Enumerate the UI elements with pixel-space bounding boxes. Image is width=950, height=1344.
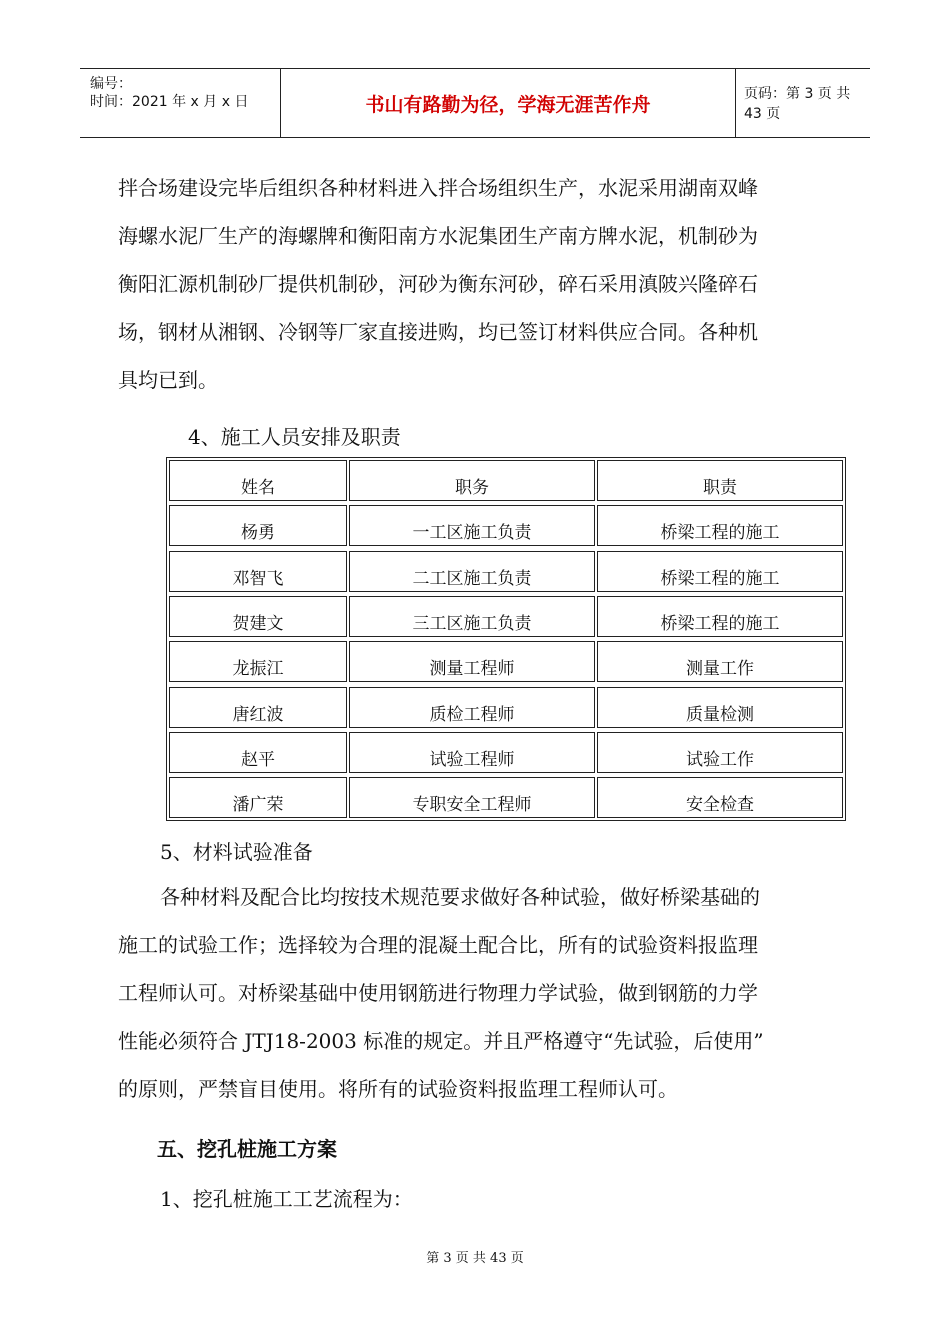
header-page-cell [736, 69, 870, 137]
header-meta-cell [80, 69, 280, 137]
cell-name: 邓智飞 [169, 551, 347, 592]
paragraph-line: 性能必须符合 JTJ18-2003 标准的规定。并且严格遵守“先试验，后使用” [118, 1029, 764, 1053]
document-time-label: 时间：2021 年 x 月 x 日 [90, 94, 249, 110]
cell-position: 专职安全工程师 [349, 777, 595, 818]
page-header [80, 68, 870, 138]
section-5-title: 5、材料试验准备 [160, 840, 313, 864]
table-row [167, 639, 845, 684]
cell-duty: 试验工作 [597, 732, 843, 773]
cell-duty: 桥梁工程的施工 [597, 596, 843, 637]
document-number-label: 编号： [90, 76, 132, 92]
page-footer: 第 3 页 共 43 页 [426, 1251, 524, 1266]
header-cell-name: 姓名 [169, 460, 347, 501]
cell-position: 质检工程师 [349, 687, 595, 728]
cell-position: 一工区施工负责 [349, 505, 595, 546]
cell-name: 唐红波 [169, 687, 347, 728]
testing-paragraph [118, 873, 853, 1113]
cell-name: 赵平 [169, 732, 347, 773]
paragraph-line: 工程师认可。对桥梁基础中使用钢筋进行物理力学试验，做到钢筋的力学 [118, 981, 758, 1005]
table-row [167, 503, 845, 548]
table-row [167, 685, 845, 730]
header-motto-cell [280, 69, 736, 137]
paragraph-line: 场，钢材从湘钢、冷钢等厂家直接进购，均已签订材料供应合同。各种机 [118, 320, 758, 344]
materials-paragraph [118, 164, 853, 404]
cell-name: 龙振江 [169, 641, 347, 682]
cell-duty: 测量工作 [597, 641, 843, 682]
table-row [167, 594, 845, 639]
paragraph-line: 施工的试验工作；选择较为合理的混凝土配合比，所有的试验资料报监理 [118, 933, 758, 957]
paragraph-line: 的原则，严禁盲目使用。将所有的试验资料报监理工程师认可。 [118, 1077, 678, 1101]
paragraph-line: 拌合场建设完毕后组织各种材料进入拌合场组织生产，水泥采用湖南双峰 [118, 176, 758, 200]
cell-name: 潘广荣 [169, 777, 347, 818]
paragraph-line: 衡阳汇源机制砂厂提供机制砂，河砂为衡东河砂，碎石采用滇陂兴隆碎石 [118, 272, 758, 296]
cell-position: 试验工程师 [349, 732, 595, 773]
cell-name: 贺建文 [169, 596, 347, 637]
subsection-1-title: 1、挖孔桩施工工艺流程为： [160, 1187, 413, 1211]
cell-duty: 桥梁工程的施工 [597, 505, 843, 546]
cell-position: 二工区施工负责 [349, 551, 595, 592]
section-4-title: 4、施工人员安排及职责 [188, 425, 401, 449]
header-motto: 书山有路勤为径，学海无涯苦作舟 [365, 93, 651, 116]
cell-duty: 桥梁工程的施工 [597, 551, 843, 592]
cell-duty: 安全检查 [597, 777, 843, 818]
table-row [167, 730, 845, 775]
header-cell-position: 职务 [349, 460, 595, 501]
cell-position: 三工区施工负责 [349, 596, 595, 637]
cell-duty: 质量检测 [597, 687, 843, 728]
cell-position: 测量工程师 [349, 641, 595, 682]
paragraph-line: 海螺水泥厂生产的海螺牌和衡阳南方水泥集团生产南方牌水泥，机制砂为 [118, 224, 758, 248]
header-page-info: 页码：第 3 页 共 43 页 [744, 86, 851, 122]
header-cell-duty: 职责 [597, 460, 843, 501]
table-row [167, 549, 845, 594]
paragraph-line: 具均已到。 [118, 368, 218, 392]
staff-table [166, 457, 846, 821]
table-header-row [167, 458, 845, 503]
chapter-5-title: 五、挖孔桩施工方案 [157, 1137, 337, 1161]
table-row [167, 775, 845, 820]
paragraph-line: 各种材料及配合比均按技术规范要求做好各种试验，做好桥梁基础的 [160, 885, 760, 909]
cell-name: 杨勇 [169, 505, 347, 546]
